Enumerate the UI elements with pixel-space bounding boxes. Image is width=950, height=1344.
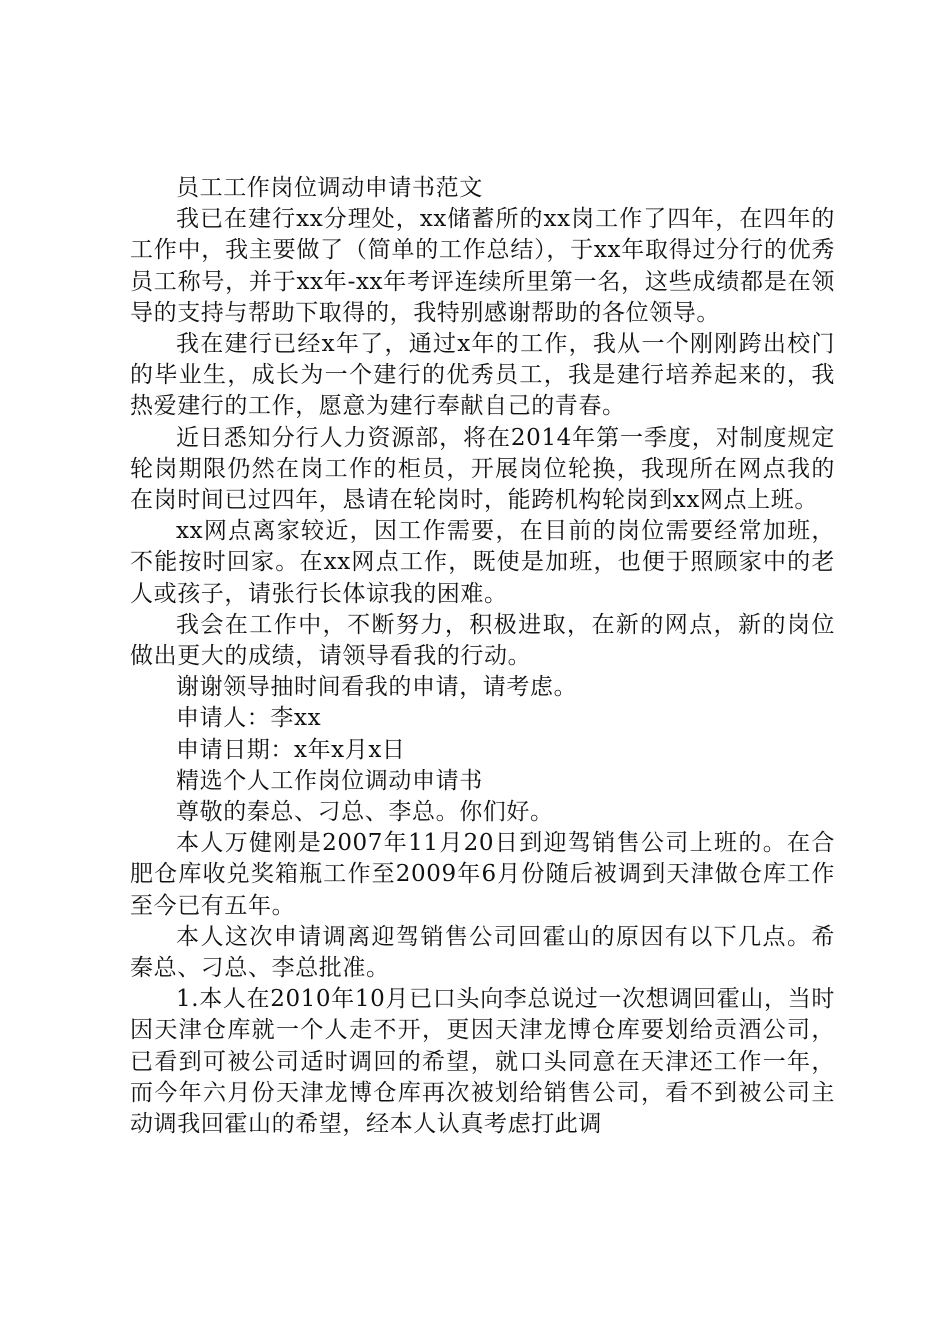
paragraph: 本人万健刚是2007年11月20日到迎驾销售公司上班的。在合肥仓库收兑奖箱瓶工作至2009年6月份随后被调到天津做仓库工作至今已有五年。 <box>130 830 835 919</box>
applicant-line: 申请人：李xx <box>176 705 322 732</box>
paragraph: 近日悉知分行人力资源部，将在2014年第一季度，对制度规定轮岗期限仍然在岗工作的柜员，开展岗位轮换，我现所在网点我的在岗时间已过四年，恳请在轮岗时，能跨机构轮岗到xx网点上班。 <box>130 424 835 514</box>
paragraph: xx网点离家较近，因工作需要，在目前的岗位需要经常加班，不能按时回家。在xx网点工作，既使是加班，也便于照顾家中的老人或孩子，请张行长体谅我的困难。 <box>130 518 835 607</box>
section-title: 精选个人工作岗位调动申请书 <box>176 767 483 794</box>
paragraph: 本人这次申请调离迎驾销售公司回霍山的原因有以下几点。希秦总、刁总、李总批准。 <box>130 923 835 982</box>
paragraph: 我已在建行xx分理处，xx储蓄所的xx岗工作了四年，在四年的工作中，我主要做了（简单的工作总结），于xx年取得过分行的优秀员工称号，并于xx年-xx年考评连续所里第一名，这些成绩都是在领导的支持与帮助下取得的，我特别感谢帮助的各位领导。 <box>130 206 835 326</box>
application-date-line: 申请日期：x年x月x日 <box>176 736 406 763</box>
paragraph: 我会在工作中，不断努力，积极进取，在新的网点，新的岗位做出更大的成绩，请领导看我的行动。 <box>130 611 835 670</box>
closing-line: 谢谢领导抽时间看我的申请，请考虑。 <box>176 674 578 701</box>
paragraph: 我在建行已经x年了，通过x年的工作，我从一个刚刚跨出校门的毕业生，成长为一个建行的优秀员工，我是建行培养起来的，我热爱建行的工作，愿意为建行奉献自己的青春。 <box>130 331 835 420</box>
document-title: 员工工作岗位调动申请书范文 <box>176 175 483 201</box>
salutation: 尊敬的秦总、刁总、李总。你们好。 <box>176 799 554 826</box>
paragraph: 1.本人在2010年10月已口头向李总说过一次想调回霍山，当时因天津仓库就一个人走不开，更因天津龙博仓库要划给贡酒公司，已看到可被公司适时调回的希望，就口头同意在天津还工作一年，而今年六月份天津龙博仓库再次被划给销售公司，看不到被公司主动调我回霍山的希望，经本人认真考虑打此调 <box>130 986 835 1138</box>
document-body <box>130 173 835 1140</box>
